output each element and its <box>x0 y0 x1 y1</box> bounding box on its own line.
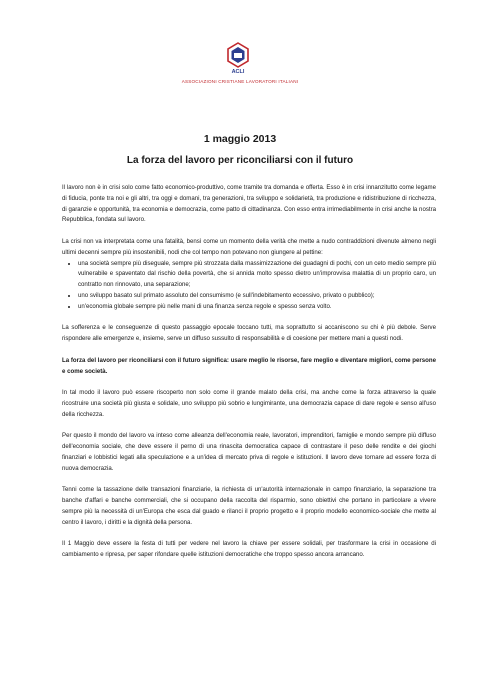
acli-logo <box>225 42 251 74</box>
list-item: • un'economia globale sempre più nelle mani di una finanza senza regole e spesso senza volto. <box>78 302 436 313</box>
paragraph: In tal modo il lavoro può essere riscoperto non solo come il grande malato della crisi, ma anche come la forza attraverso la quale ricostruire una società più giusta e solidale, uno sviluppo più sobrio e lungimirante, una democrazia capace di dare regole e senso all'uso della ricchezza. <box>62 389 436 418</box>
paragraph: Il lavoro non è in crisi solo come fatto economico-produttivo, come tramite tra domanda e offerta. Esso è in crisi innanzitutto come legame di fiducia, ponte tra noi e gli altri, tra oggi e domani, tra generazioni, tra sviluppo e solidarietà, tra produzione e ridistribuzione di ricchezza, di garanzie e opportunità, tra economia e democrazia, come patto di cittadinanza. Con esso entra irrimediabilmente in crisi anche la nostra Repubblica, fondata sul lavoro. <box>62 184 436 224</box>
list-item: • una società sempre più diseguale, sempre più strozzata dalla massimizzazione dei guadagni di pochi, con un ceto medio sempre più vulnerabile e spaventato dal rischio della povertà, che si annida molto spesso dietro un'improvvisa malattia di un proprio caro, un contratto non rinnovato, una separazione; <box>78 259 436 291</box>
paragraph: Tenni come la tassazione delle transazioni finanziarie, la richiesta di un'autorità internazionale in campo finanziario, la separazione tra banche d'affari e banche commerciali, che si occupano della raccolta del risparmio, sono obiettivi che portano in particolare a vivere sempre più la necessità di un'Europa che esca dal guado e rilanci il proprio progetto e il proprio modello economico-sociale che mette al centro il lavoro, i diritti e la dignità della persona. <box>62 486 436 526</box>
paragraph: La crisi non va interpretata come una fatalità, bensì come un momento della verità che mette a nudo contraddizioni divenute almeno negli ultimi decenni sempre più insostenibili, nodi che col tempo non potevano non giungere al pettine: <box>62 237 436 256</box>
paragraph: Per questo il mondo del lavoro va inteso come alleanza dell'economia reale, lavoratori, imprenditori, famiglie e mondo sempre più diffuso dell'economia sociale, che deve essere il perno di una rinascita democratica capace di contrastare il peso delle rendite e dei giochi finanziari e lobbistici legati alla speculazione e a un'idea di mercato priva di regole e istituzioni. Il lavoro deve tornare ad essere forza di nuova democrazia. <box>62 432 436 472</box>
svg-text:ACLI: ACLI <box>231 69 245 74</box>
list-item: • uno sviluppo basato sul primato assoluto del consumismo (e sull'indebitamento eccessivo, privato o pubblico); <box>78 291 436 302</box>
organization-name: ASSOCIAZIONI CRISTIANE LAVORATORI ITALIANI <box>181 79 299 84</box>
paragraph: La sofferenza e le conseguenze di questo passaggio epocale toccano tutti, ma soprattutto si accaniscono su chi è più debole. Serve rispondere alle emergenze e, insieme, serve un diffuso sussulto di responsabilità e di coesione per mettere mani a questi nodi. <box>62 324 436 343</box>
document-body <box>62 183 436 572</box>
bullet-list <box>62 259 436 313</box>
paragraph: Il 1 Maggio deve essere la festa di tutti per vedere nel lavoro la chiave per essere solidali, per trasformare la crisi in occasione di cambiamento e ripresa, per saper rifondare quelle istituzioni democratiche che troppo spesso ancora arrancano. <box>62 540 436 559</box>
paragraph-emphasis: La forza del lavoro per riconciliarsi con il futuro significa: usare meglio le risorse, fare meglio e diventare migliori, come persone e come società. <box>62 356 436 375</box>
document-date: 1 maggio 2013 <box>203 133 277 145</box>
document-title: La forza del lavoro per riconciliarsi con il futuro <box>126 155 354 166</box>
